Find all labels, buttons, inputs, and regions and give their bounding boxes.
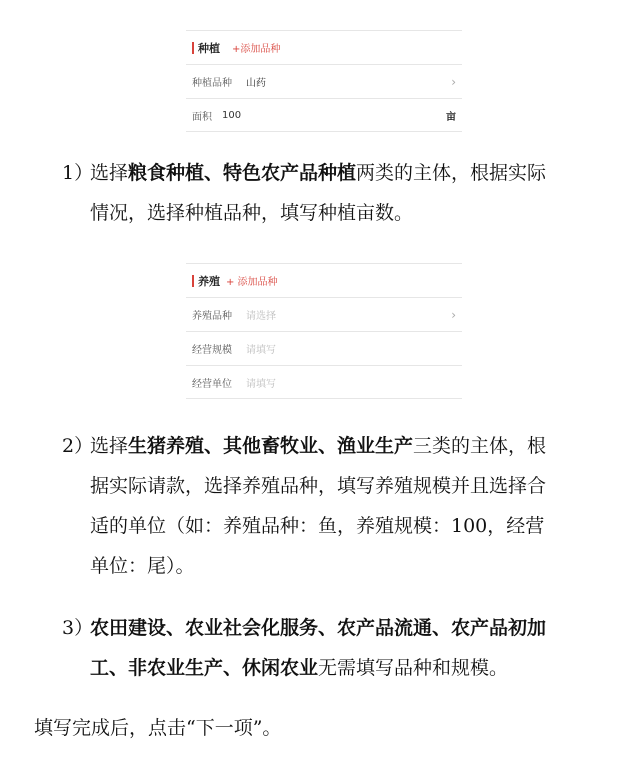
unit-input[interactable]: 请填写: [246, 378, 276, 390]
chevron-right-icon: ›: [451, 307, 456, 322]
breeding-form: [186, 263, 462, 399]
planting-form: [186, 30, 462, 132]
add-variety-link[interactable]: + 添加品种: [226, 277, 278, 288]
unit-row[interactable]: [186, 365, 462, 399]
breeding-variety-row[interactable]: [186, 297, 462, 331]
planting-header: [186, 30, 462, 64]
planting-variety-value: 山药: [246, 78, 266, 89]
planting-title: 种植: [198, 41, 220, 55]
instruction-1: 1）选择粮食种植、特色农产品种植两类的主体，根据实际 情况，选择种植品种，填写种植亩数。: [62, 162, 547, 224]
area-label: 面积: [192, 111, 212, 123]
chevron-right-icon: ›: [451, 74, 456, 89]
unit-label: 经营单位: [192, 378, 232, 390]
section-marker: [192, 275, 194, 287]
add-variety-link[interactable]: +添加品种: [232, 44, 281, 55]
closing-note: 填写完成后，点击“下一项”。: [34, 717, 282, 739]
instruction-3: 3）农田建设、农业社会化服务、农产品流通、农产品初加 工、非农业生产、休闲农业无需填写品种和规模。: [62, 617, 547, 679]
instruction-2: 2）选择生猪养殖、其他畜牧业、渔业生产三类的主体，根 据实际请款，选择养殖品种，填写养殖规模并且选择合 适的单位（如：养殖品种：鱼，养殖规模：100，经营 单位：尾）。: [62, 435, 547, 577]
area-row[interactable]: [186, 98, 462, 132]
breeding-variety-label: 养殖品种: [192, 311, 232, 322]
planting-variety-label: 种植品种: [192, 78, 232, 89]
breeding-variety-select[interactable]: 请选择: [246, 311, 276, 322]
area-unit: 亩: [446, 111, 456, 123]
breeding-header: [186, 263, 462, 297]
breeding-title: 养殖: [198, 274, 220, 288]
scale-label: 经营规模: [192, 345, 232, 356]
planting-variety-row[interactable]: [186, 64, 462, 98]
area-value[interactable]: 100: [222, 109, 242, 121]
section-marker: [192, 42, 194, 54]
scale-input[interactable]: 请填写: [246, 345, 276, 356]
scale-row[interactable]: [186, 331, 462, 365]
